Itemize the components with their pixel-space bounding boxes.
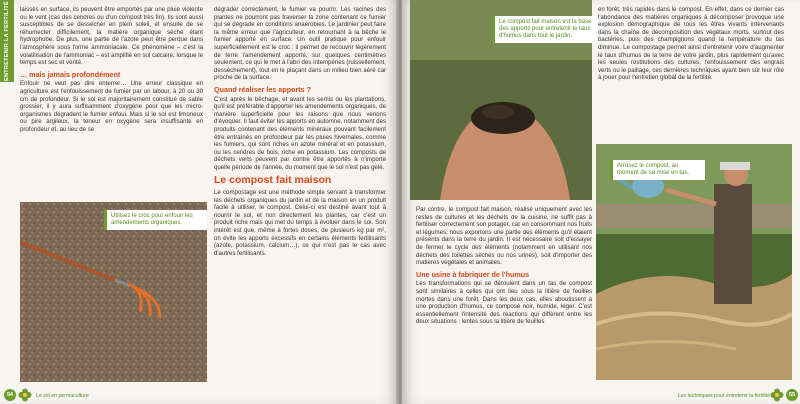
page-footer: Les techniques pour entretenir la fertilité <box>677 393 770 399</box>
page-footer: Le sol en permaculture <box>36 393 89 399</box>
paragraph: dégrader correctement, le fumier va pourrir. Les racines des plantes ne pourront pas traverser la zone contenant ce fumier qui se dégrade en conditions anaérobies. Le jardinier peut faire la même erreur que l'agriculteur, en retournant à la bêche le fumier apporté en surface. Un outil pratique pour enfouir superficiellement est le croc : il permet de recouvrir légèrement de terre l'amendement apporté, sur quelques centimètres seulement, ce qui le met à l'abri des intempéries (ruissellement, dessèchement), tout en le plaçant dans un milieu bien aéré car proche de la surface. <box>214 6 386 82</box>
right-column-2 <box>598 6 784 85</box>
photo-caption: Le compost fait maison est la base des apports pour entretenir le taux d'humus dans tout le jardin. <box>492 16 599 43</box>
paragraph: C'est après le bêchage, et avant les semis ou les plantations, qu'il est préférable d'apporter les amendements organiques, de manière superficielle pour les raisons que nous venons d'évoquer. Il faut éviter les apports en automne, notamment des produits contenant des éléments minéraux pouvant facilement être entraînés en profondeur par les pluies hivernales, comme les fumiers, qui sont riches en azote minéral et en potassium, ou les cendres de bois, riche en potassium. Les composts de déchets verts peuvent par contre être apportés à n'importe quelle période de l'année, du moment que le sol n'est pas gelé. <box>214 95 386 171</box>
paragraph: Le compostage est une méthode simple servant à transformer les déchets organiques du jardin et de la maison en un produit facile à utiliser, le compost. Celui-ci est destiné avant tout à nourrir le sol, et non directement les plantes, car c'est un produit riche mais qui met du temps à évoluer dans le sol. Son intérêt est que, même à fortes doses, de plusieurs kg par m², on évite les apports excessifs en certains éléments fertilisants (azote, potassium, calcium…), ce qui n'est pas le cas avec d'autres fertilisants. <box>214 189 386 257</box>
page-number: 54 <box>4 389 16 401</box>
section-heading: Le compost fait maison <box>214 174 332 187</box>
left-column-2 <box>214 6 386 260</box>
right-page <box>402 0 800 404</box>
page-number: 55 <box>786 389 798 401</box>
paragraph: Par contre, le compost fait maison, réalisé uniquement avec les restes de cultures et les déchets de la cuisine, ne suffit pas à fertiliser correctement son potager, car en consommant nos fruits et légumes, nous exportons une partie des éléments qu'il étaient présents dans la terre du jardin. Il est nécessaire soit d'essayer de fermer le cycle des éléments (notamment en utilisant nos déchets des toilettes sèches ou nos urines), soit d'importer des matières végétales et animales. <box>416 206 592 267</box>
right-column-1 <box>416 206 592 329</box>
flower-icon <box>18 388 32 402</box>
subheading: … mais jamais profondément <box>20 69 121 79</box>
paragraph: laissés en surface, ils peuvent être emportés par une pluie violente ou le vent (cas des cendres ou d'un compost très fin). Ils sont aussi susceptibles de se dessécher en plein soleil, et ensuite de se réhumecter difficilement, la matière organique sèche étant hydrophobe. De plus, une partie de l'azote peut être perdue dans l'atmosphère sous forme ammoniacale. Ce phénomène – c'est la volatilisation de l'ammoniac – est amplifié en sol calcaire, lorsque le temps est sec et venté. <box>20 6 203 67</box>
left-column-1 <box>20 6 203 137</box>
paragraph: Les transformations qui se déroulent dans un tas de compost sont similaires à celles qui ont lieu sous la litière de feuilles mortes dans une forêt. Dans les deux cas, elles aboutissent à une production d'humus, ce composé noir, humide, léger. C'est essentiellement l'intensité des réactions qui diffèrent entre les deux situations : lentes sous la litière de feuilles <box>416 280 592 326</box>
left-page <box>0 0 398 404</box>
paragraph: en forêt, très rapides dans le compost. En effet, dans ce dernier cas l'abondance des matières organiques à décomposer provoque une explosion démographique de tous les êtres vivants intervenants dans la chaîne de décomposition des végétaux morts, surtout des bactéries, puis des champignons quand la température du tas diminue. Le compostage permet ainsi d'entretenir voire d'augmenter le taux d'humus de la terre de votre jardin, plus rapidement qu'avec les seules restitutions des cultures, l'enfouissement des engrais verts ou le paillage, ces dernières techniques ayant bien sûr leur rôle à jouer pour l'entretien global de la fertilité. <box>598 6 784 82</box>
flower-icon <box>770 388 784 402</box>
paragraph: Enfouir ne veut pas dire enterrer… Une erreur classique en agriculture est l'enfouissement de fumier par un labour, à 20 ou 30 cm de profondeur. Si le sol est majoritairement constitué de sable grossier, il y aura suffisamment d'oxygène pour que les micro-organismes dégradent le fumier enfoui. Mais si le sol est limoneux ou pire argileux, la teneur en oxygène sera insuffisante en profondeur et, au lieu de se <box>20 80 203 133</box>
subheading: Quand réaliser les apports ? <box>214 84 312 94</box>
photo-caption: Utilisez le croc pour enfouir les amendements organiques. <box>104 210 207 230</box>
subheading: Une usine à fabriquer de l'humus <box>416 269 530 279</box>
section-tab: ENTRETENIR LA FERTILITÉ <box>0 0 14 82</box>
photo-caption: Arrosez le compost, au moment de sa mise en tas. <box>610 160 705 180</box>
